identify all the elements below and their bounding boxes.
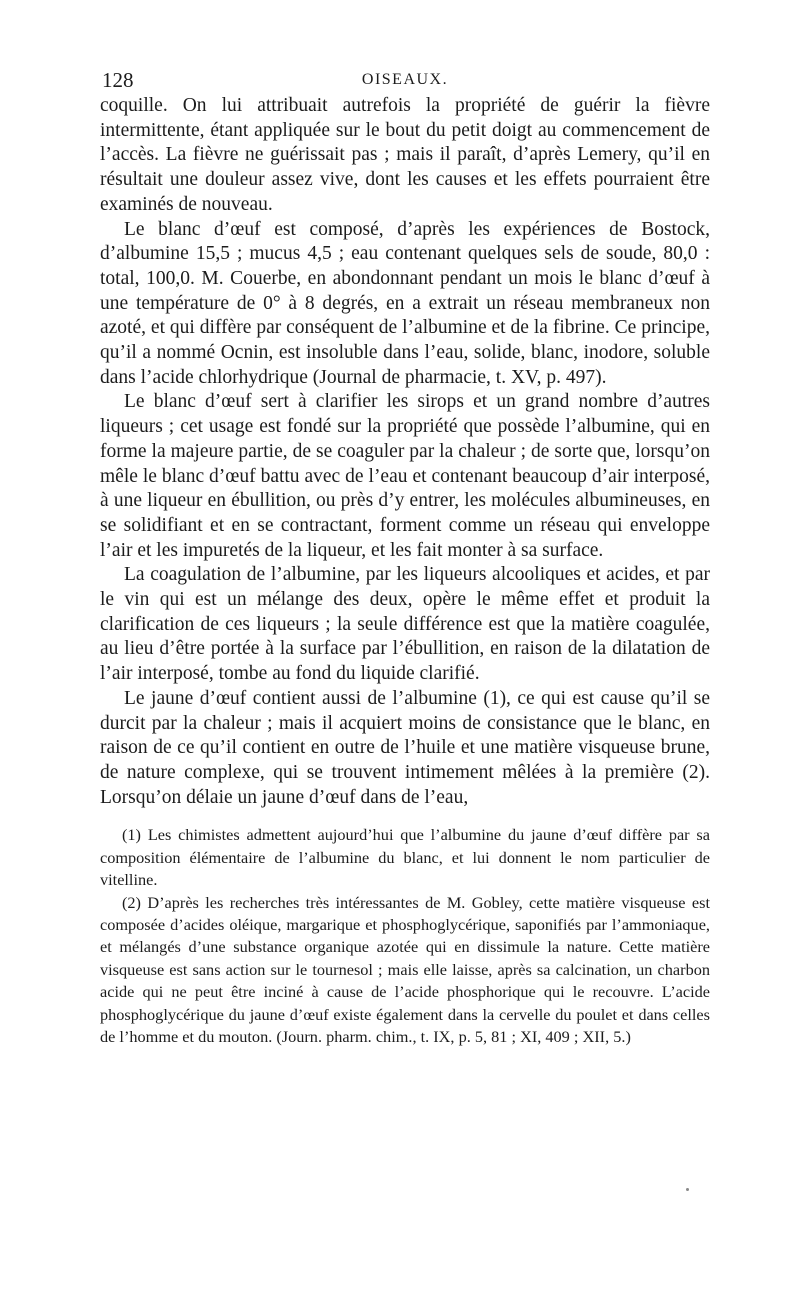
print-speck xyxy=(686,1188,689,1191)
book-page xyxy=(100,62,710,1048)
page-number: 128 xyxy=(102,68,134,92)
paragraph-clarification: Le blanc d’œuf sert à clarifier les sirops et un grand nombre d’autres liqueurs ; cet usage est fondé sur la propriété que possède l’albumine, qui en forme la majeure partie, de se coaguler par la chaleur ; de sorte que, lorsqu’on mêle le blanc d’œuf battu avec de l’eau et contenant beaucoup d’air interposé, à une liqueur en ébullition, ou près d’y entrer, les molécules albumineuses, en se solidifiant et en se contractant, forment comme un réseau qui enveloppe l’air et les impuretés de la liqueur, et les fait monter à sa surface. xyxy=(100,391,710,561)
paragraph-continuation: coquille. On lui attribuait autrefois la propriété de guérir la fièvre intermittente, étant appliquée sur le bout du petit doigt au commencement de l’accès. La fièvre ne guérissait pas ; mais il paraît, d’après Lemery, qu’il en résultait une douleur assez vive, dont les causes et les effets pourraient être examinés de nouveau. xyxy=(100,95,710,215)
page-header xyxy=(100,62,710,94)
footnote-2: (2) D’après les recherches très intéressantes de M. Gobley, cette matière visqueuse est composée d’acides oléique, margarique et phosphoglycérique, saponifiés par l’ammoniaque, et mélangés d’une substance organique azotée qui en dissimule la nature. Cette matière visqueuse est sans action sur le tournesol ; mais elle laisse, après sa calcination, un charbon acide qui ne peut être inciné à cause de l’acide phosphorique qui le recouvre. L’acide phosphoglycérique du jaune d’œuf existe également dans la cervelle du poulet et dans celles de l’homme et du mouton. (Journ. pharm. chim., t. IX, p. 5, 81 ; XI, 409 ; XII, 5.) xyxy=(100,892,710,1047)
main-text xyxy=(100,94,710,810)
paragraph-coagulation: La coagulation de l’albumine, par les liqueurs alcooliques et acides, et par le vin qui est un mélange des deux, opère le même effet et produit la clarification de ces liqueurs ; la seule différence est que la matière coagulée, au lieu d’être portée à la surface par l’ébullition, en raison de la dilatation de l’air interposé, tombe au fond du liquide clarifié. xyxy=(100,564,710,685)
paragraph-jaune: Le jaune d’œuf contient aussi de l’albumine (1), ce qui est cause qu’il se durcit par la chaleur ; mais il acquiert moins de consistance que le blanc, en raison de ce qu’il contient en outre de l’huile et une matière visqueuse brune, de nature complexe, qui se trouvent intimement mêlées à la première (2). Lorsqu’on délaie un jaune d’œuf dans de l’eau, xyxy=(100,687,710,808)
footnotes xyxy=(100,824,710,1048)
footnote-1: (1) Les chimistes admettent aujourd’hui que l’albumine du jaune d’œuf diffère par sa composition élémentaire de l’albumine du blanc, et lui donnent le nom particulier de vitelline. xyxy=(100,825,710,890)
running-title: OISEAUX. xyxy=(361,71,449,88)
paragraph-blanc-composition: Le blanc d’œuf est composé, d’après les expériences de Bostock, d’albumine 15,5 ; mucus 4,5 ; eau contenant quelques sels de soude, 80,0 : total, 100,0. M. Couerbe, en abondonnant pendant un mois le blanc d’œuf à une température de 0° à 8 degrés, en a extrait un réseau membraneux non azoté, et qui diffère par conséquent de l’albumine et de la fibrine. Ce principe, qu’il a nommé Ocnin, est insoluble dans l’eau, solide, blanc, inodore, soluble dans l’acide chlorhydrique (Journal de pharmacie, t. XV, p. 497). xyxy=(100,218,710,388)
